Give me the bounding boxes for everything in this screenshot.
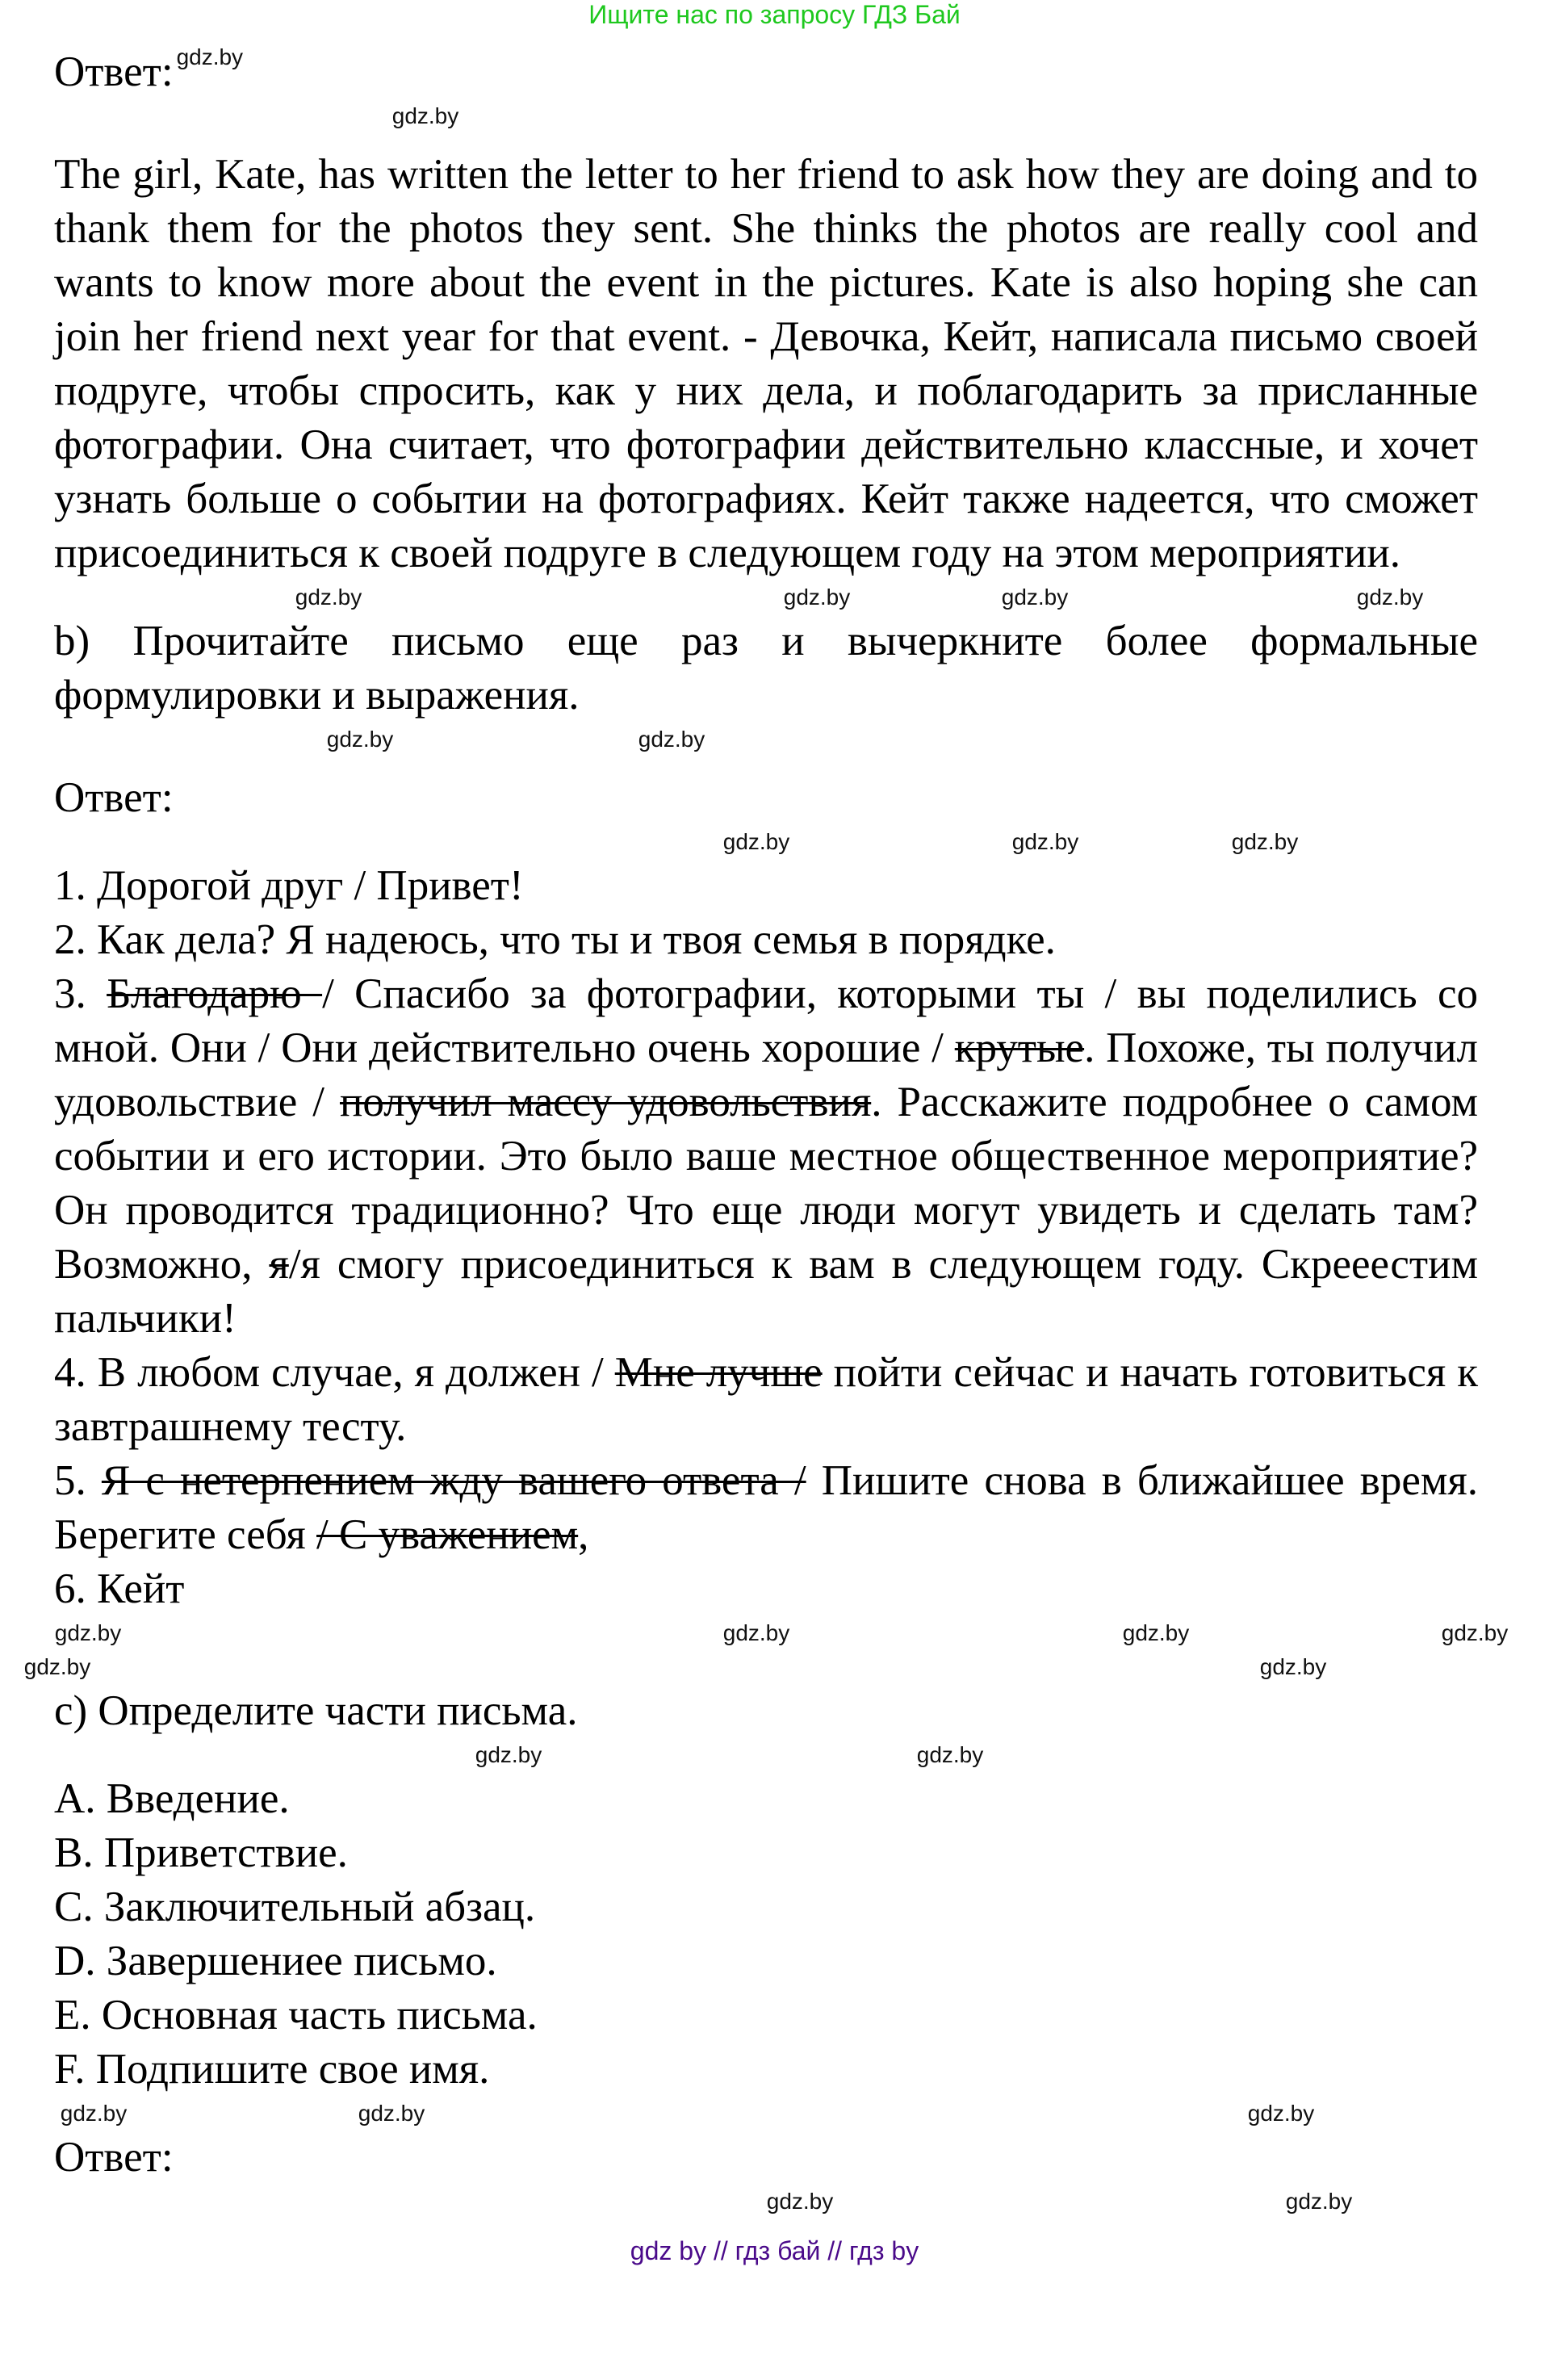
- watermark: gdz.by: [722, 1620, 790, 1645]
- watermark: gdz.by: [176, 44, 244, 69]
- answer-label-text: Ответ:: [54, 48, 174, 95]
- struck-text: крутые: [954, 1024, 1085, 1071]
- item-text: . Расскажите подробнее о самом событии и его истории. Это было ваше местное общественное мероприятие? Он проводится традиционно? Что еще люди могут увидеть и сделать там? Возможно,: [54, 1079, 1478, 1288]
- struck-text: Я с нетерпением жду вашего ответа /: [101, 1457, 806, 1504]
- answer-items: [54, 859, 1478, 1616]
- answer-label-3: Ответ:: [54, 2134, 174, 2181]
- header-banner: Ищите нас по запросу ГДЗ Бай: [588, 0, 961, 29]
- document-body: [23, 29, 1509, 2219]
- watermark: gdz.by: [1122, 1620, 1190, 1645]
- answer-item: [54, 1454, 1478, 1562]
- watermark: gdz.by: [60, 2101, 128, 2126]
- watermark: gdz.by: [722, 829, 790, 854]
- watermark: gdz.by: [358, 2101, 425, 2126]
- watermark: gdz.by: [783, 585, 851, 610]
- watermark: gdz.by: [23, 1654, 91, 1679]
- watermark: gdz.by: [916, 1742, 984, 1767]
- watermark: gdz.by: [1011, 829, 1079, 854]
- answer-item: [54, 1346, 1478, 1454]
- watermark-row: [54, 99, 1478, 148]
- struck-text: Мне лучше: [614, 1349, 823, 1396]
- answer-item: [54, 859, 1478, 913]
- part-item: B. Приветствие.: [54, 1829, 348, 1876]
- item-text: 2. Как дела? Я надеюсь, что ты и твоя семья в порядке.: [54, 916, 1056, 963]
- watermark-row: [54, 580, 1478, 614]
- struck-text: / С уважением: [316, 1511, 579, 1558]
- footer-links: gdz by // гдз бай // гдз by: [630, 2236, 919, 2265]
- watermark-row: [23, 1650, 1478, 1684]
- watermark: gdz.by: [1231, 829, 1299, 854]
- letter-parts-list: [54, 1772, 1478, 2097]
- watermark: gdz.by: [1441, 1620, 1509, 1645]
- watermark: gdz.by: [295, 585, 362, 610]
- item-text: /я смогу присоединиться к вам в следующем году. Скрееестим пальчики!: [54, 1241, 1478, 1342]
- item-text: / Спасибо за фотографии, которыми ты / вы поделились со мной. Они / Они действительно очень хорошие /: [54, 970, 1479, 1071]
- watermark: gdz.by: [638, 727, 705, 752]
- item-text: 4. В любом случае, я должен /: [54, 1349, 615, 1396]
- watermark: gdz.by: [1356, 585, 1424, 610]
- watermark: gdz.by: [1247, 2101, 1315, 2126]
- answer-item: [54, 913, 1478, 967]
- watermark: gdz.by: [391, 103, 459, 128]
- item-text: пойти сейчас и начать готовиться к завтрашнему тесту.: [54, 1349, 1478, 1450]
- item-text: . Похоже, ты получил удовольствие /: [54, 1024, 1478, 1125]
- watermark-row: [54, 825, 1478, 859]
- item-text: Пишите снова в ближайшее время. Берегите себя: [54, 1457, 1479, 1558]
- watermark: gdz.by: [326, 727, 394, 752]
- watermark: gdz.by: [1259, 1654, 1327, 1679]
- answer-item: [54, 967, 1478, 1346]
- struck-text: Благодарю: [107, 970, 323, 1017]
- item-text: ,: [578, 1511, 589, 1558]
- watermark-row: [54, 723, 1478, 771]
- answer-label-1: [54, 45, 1478, 99]
- part-item: F. Подпишите свое имя.: [54, 2046, 490, 2093]
- answer-item: [54, 1562, 1478, 1616]
- item-text: 5.: [54, 1457, 102, 1504]
- struck-text: получил массу удовольствия: [339, 1079, 872, 1125]
- part-item: A. Введение.: [54, 1775, 290, 1822]
- watermark-row: [54, 1616, 1509, 1650]
- watermark: gdz.by: [1285, 2189, 1353, 2214]
- task-b: b) Прочитайте письмо еще раз и вычеркните более формальные формулировки и выражения.: [54, 618, 1478, 719]
- struck-text: я: [269, 1241, 289, 1288]
- task-c: c) Определите части письма.: [54, 1687, 578, 1734]
- watermark: gdz.by: [766, 2189, 834, 2214]
- watermark-row: [54, 1738, 1478, 1772]
- item-text: 3.: [54, 970, 107, 1017]
- part-item: E. Основная часть письма.: [54, 1992, 538, 2039]
- item-text: 6. Кейт: [54, 1565, 185, 1612]
- item-text: 1. Дорогой друг / Привет!: [54, 862, 524, 909]
- watermark: gdz.by: [1001, 585, 1069, 610]
- watermark-row: [54, 2185, 1478, 2219]
- watermark: gdz.by: [54, 1620, 122, 1645]
- watermark-row: [54, 2097, 1478, 2131]
- part-item: C. Заключительный абзац.: [54, 1883, 536, 1930]
- watermark: gdz.by: [475, 1742, 542, 1767]
- answer-label-2: Ответ:: [54, 774, 174, 821]
- summary-paragraph: The girl, Kate, has written the letter to her friend to ask how they are doing and to thank them for the photos they sent. She thinks the photos are really cool and wants to know more about the event in the pictures. Kate is also hoping she can join her friend next year for that event. - Девочка, Кейт, написала письмо своей подруге, чтобы спросить, как у них дела, и поблагодарить за присланные фотографии. Она считает, что фотографии действительно классные, и хочет узнать больше о событии на фотографиях. Кейт также надеется, что сможет присоединиться к своей подруге в следующем году на этом мероприятии.: [54, 151, 1478, 576]
- part-item: D. Завершениее письмо.: [54, 1938, 497, 1984]
